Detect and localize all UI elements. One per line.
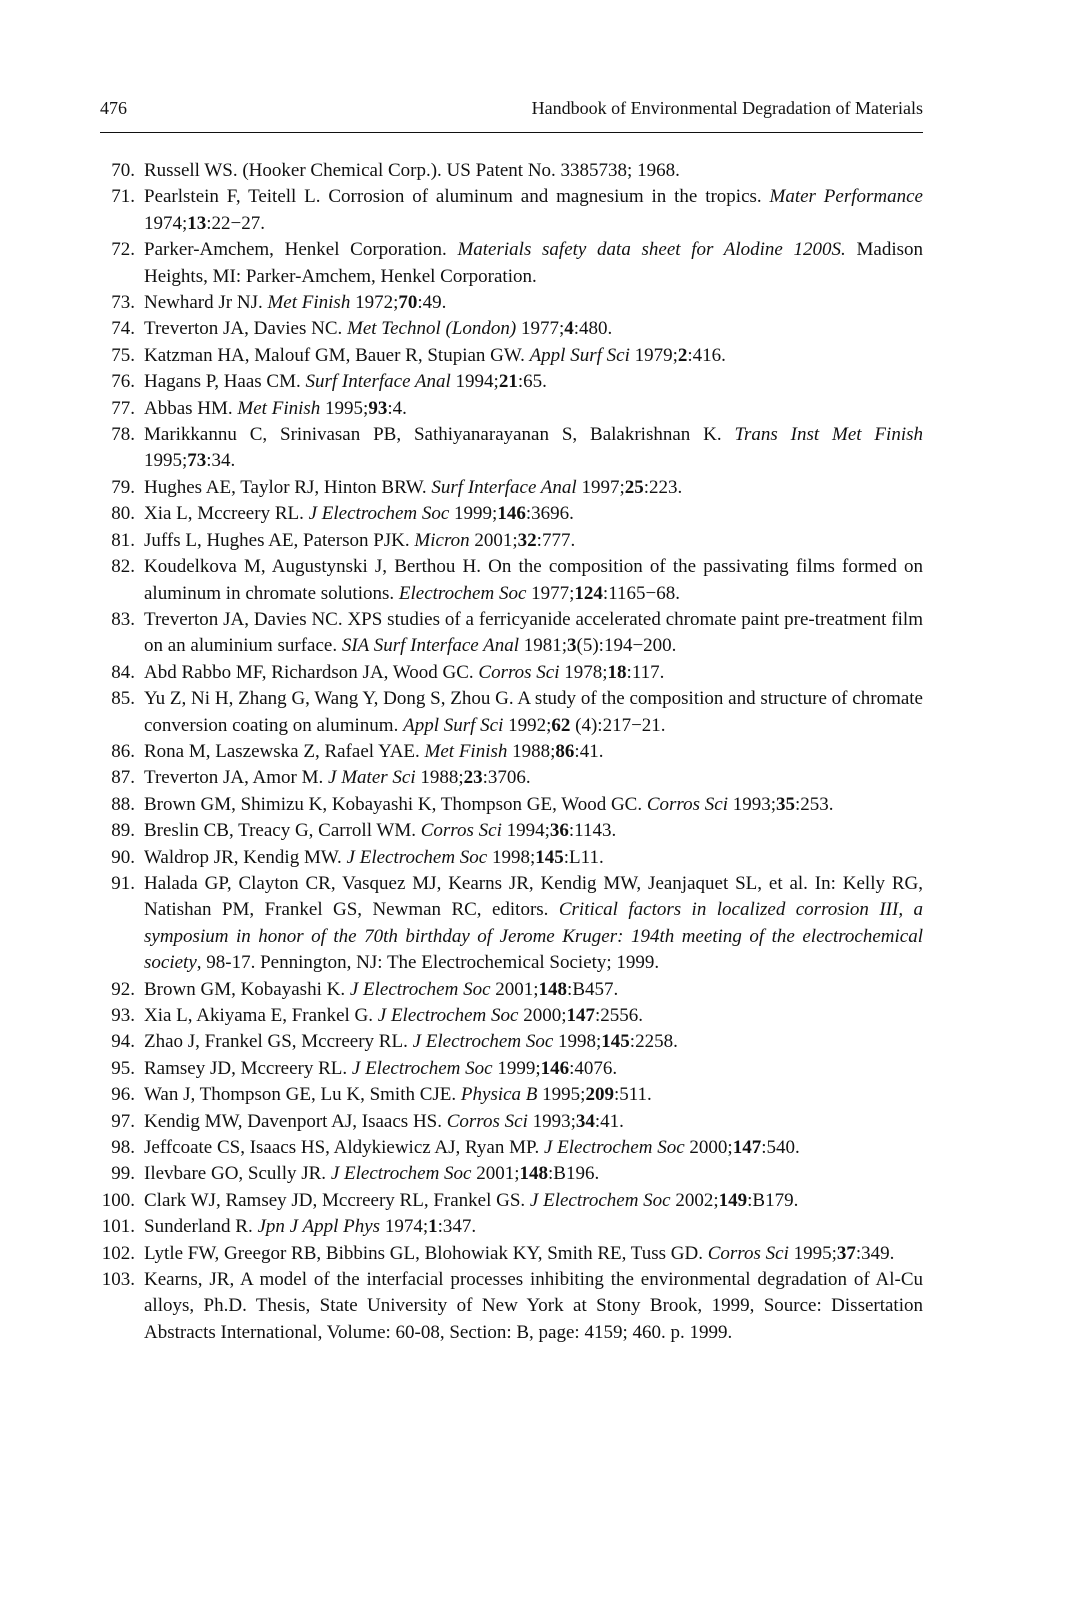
reference-text <box>144 845 923 871</box>
reference-source-italic: Micron <box>414 529 470 551</box>
reference-text-segment: Newhard Jr NJ. <box>144 292 268 314</box>
reference-number: 93. <box>111 1005 135 1026</box>
reference-text-segment: Kendig MW, Davenport AJ, Isaacs HS. <box>144 1110 447 1132</box>
reference-text <box>144 184 923 237</box>
reference-text-segment: Abbas HM. <box>144 397 238 419</box>
reference-number: 73. <box>111 292 135 314</box>
reference-text <box>144 237 923 290</box>
reference-source-italic: J Mater Sci <box>328 767 416 789</box>
reference-number: 87. <box>111 767 135 789</box>
reference-item <box>100 422 923 475</box>
reference-text <box>144 1082 923 1108</box>
reference-number: 100. <box>101 1189 135 1211</box>
reference-volume-bold: 13 <box>187 212 207 234</box>
reference-text-segment: Clark WJ, Ramsey JD, Mccreery RL, Frankel GS. <box>144 1189 530 1211</box>
reference-text-segment: Brown GM, Shimizu K, Kobayashi K, Thompson GE, Wood GC. <box>144 793 647 815</box>
reference-text <box>144 475 923 501</box>
reference-text-segment: 1977; <box>516 318 565 340</box>
reference-text-segment: , 98-17. Pennington, NJ: The Electrochemical Society; 1999. <box>196 952 660 974</box>
reference-item <box>100 475 923 501</box>
reference-text <box>144 1241 923 1267</box>
reference-text <box>144 739 923 765</box>
reference-source-italic: Surf Interface Anal <box>431 476 577 498</box>
reference-text-segment: 2001; <box>471 1163 520 1185</box>
reference-text-segment: 1981; <box>519 635 568 657</box>
reference-text-segment: Breslin CB, Treacy G, Carroll WM. <box>144 820 421 842</box>
reference-text-segment: :L11. <box>563 846 604 868</box>
reference-text <box>144 686 923 739</box>
reference-volume-bold: 93 <box>368 397 388 419</box>
reference-source-italic: J Electrochem Soc <box>412 1031 554 1053</box>
reference-volume-bold: 32 <box>517 529 537 551</box>
reference-volume-bold: 146 <box>540 1057 570 1079</box>
reference-item <box>100 765 923 791</box>
reference-item <box>100 1082 923 1108</box>
reference-text-segment: Yu Z, Ni H, Zhang G, Wang Y, Dong S, Zhou G. A study of the composition and structure of chromate conversion coating on aluminum. <box>144 688 923 736</box>
reference-text-segment: Ramsey JD, Mccreery RL. <box>144 1057 352 1079</box>
reference-source-italic: J Electrochem Soc <box>346 846 488 868</box>
reference-volume-bold: 2 <box>677 344 688 366</box>
reference-volume-bold: 1 <box>428 1216 438 1238</box>
reference-text <box>144 501 923 527</box>
reference-text-segment: :B457. <box>567 978 619 1000</box>
reference-volume-bold: 149 <box>718 1189 748 1211</box>
reference-number: 86. <box>111 740 135 762</box>
reference-text-segment: 1972; <box>350 292 399 314</box>
reference-source-italic: Electrochem Soc <box>398 582 527 604</box>
reference-text-segment: 1994; <box>501 820 550 842</box>
reference-text-segment: Juffs L, Hughes AE, Paterson PJK. <box>144 529 415 551</box>
reference-item <box>100 607 923 660</box>
reference-text-segment: :4076. <box>569 1057 618 1079</box>
reference-item <box>100 845 923 871</box>
reference-number: 81. <box>111 529 135 551</box>
reference-source-italic: J Electrochem Soc <box>349 978 491 1000</box>
reference-text <box>144 818 923 844</box>
reference-source-italic: J Electrochem Soc <box>543 1137 685 1159</box>
reference-text-segment: :1143. <box>568 820 617 842</box>
reference-text-segment: Zhao J, Frankel GS, Mccreery RL. <box>144 1031 413 1053</box>
reference-text-segment: :347. <box>437 1216 477 1238</box>
reference-source-italic: J Electrochem Soc <box>529 1189 671 1211</box>
reference-text-segment: Katzman HA, Malouf GM, Bauer R, Stupian GW. <box>144 344 530 366</box>
reference-text-segment: 1977; <box>526 582 575 604</box>
reference-item <box>100 1029 923 1055</box>
reference-text-segment: 2002; <box>670 1189 719 1211</box>
reference-text <box>144 792 923 818</box>
reference-text <box>144 343 923 369</box>
reference-item <box>100 1188 923 1214</box>
reference-text-segment: :223. <box>643 476 683 498</box>
reference-number: 78. <box>111 424 135 446</box>
reference-source-italic: Critical factors in localized corrosion III, a symposium in honor of the 70th birthday of Jerome Kruger: 194th meeting of the electrochemical society <box>144 899 923 974</box>
reference-text-segment: :4. <box>387 397 407 419</box>
reference-text-segment: Wan J, Thompson GE, Lu K, Smith CJE. <box>144 1084 461 1106</box>
reference-item <box>100 1109 923 1135</box>
reference-item <box>100 1003 923 1029</box>
reference-volume-bold: 73 <box>187 450 207 472</box>
reference-number: 71. <box>111 186 135 208</box>
reference-item <box>100 1161 923 1187</box>
reference-text <box>144 1214 923 1240</box>
reference-text <box>144 158 923 184</box>
reference-number: 85. <box>111 688 135 710</box>
reference-number: 89. <box>111 820 135 842</box>
reference-text <box>144 316 923 342</box>
reference-text-segment: 1995; <box>788 1242 837 1264</box>
reference-item <box>100 343 923 369</box>
reference-volume-bold: 148 <box>538 978 568 1000</box>
reference-source-italic: Corros Sci <box>478 661 560 683</box>
reference-text-segment: 1988; <box>507 740 556 762</box>
reference-source-italic: Met Finish <box>267 292 351 314</box>
reference-text <box>144 765 923 791</box>
reference-item <box>100 1241 923 1267</box>
reference-item <box>100 396 923 422</box>
reference-volume-bold: 18 <box>607 661 627 683</box>
reference-text <box>144 1267 923 1346</box>
reference-item <box>100 1056 923 1082</box>
reference-text-segment: :49. <box>417 292 447 314</box>
reference-text-segment: Hagans P, Haas CM. <box>144 371 306 393</box>
reference-number: 83. <box>111 608 135 630</box>
reference-item <box>100 686 923 739</box>
reference-source-italic: Met Finish <box>424 740 508 762</box>
reference-item <box>100 1267 923 1346</box>
reference-volume-bold: 147 <box>732 1137 762 1159</box>
reference-text-segment: Waldrop JR, Kendig MW. <box>144 846 347 868</box>
reference-item <box>100 369 923 395</box>
reference-text <box>144 660 923 686</box>
reference-text-segment: Kearns, JR, A model of the interfacial processes inhibiting the environmental degradation of Al-Cu alloys, Ph.D. Thesis, State University of New York at Stony Brook, 1999, Source: Dissertation Abstracts International, Volume: 60-08, Section: B, page: 4159; 460. p. 1999. <box>144 1269 923 1343</box>
reference-number: 72. <box>111 239 135 261</box>
reference-volume-bold: 36 <box>549 820 569 842</box>
reference-source-italic: Trans Inst Met Finish <box>734 424 923 446</box>
reference-text-segment: 1998; <box>487 846 536 868</box>
reference-text-segment: 1995; <box>144 450 188 472</box>
reference-text-segment: Treverton JA, Davies NC. <box>144 318 348 340</box>
reference-number: 88. <box>111 793 135 815</box>
reference-item <box>100 818 923 844</box>
reference-text-segment: Russell WS. (Hooker Chemical Corp.). US Patent No. 3385738; 1968. <box>144 160 680 181</box>
reference-number: 95. <box>111 1057 135 1079</box>
reference-source-italic: J Electrochem Soc <box>351 1057 493 1079</box>
reference-item <box>100 237 923 290</box>
reference-item <box>100 158 923 184</box>
reference-text-segment: 2001; <box>469 529 518 551</box>
reference-number: 97. <box>111 1110 135 1132</box>
reference-text-segment: Abd Rabbo MF, Richardson JA, Wood GC. <box>144 661 479 683</box>
reference-text-segment: :34. <box>206 450 236 472</box>
reference-text-segment: 1978; <box>559 661 608 683</box>
reference-text-segment: Marikkannu C, Srinivasan PB, Sathiyanarayanan S, Balakrishnan K. <box>144 424 735 446</box>
running-title: Handbook of Environmental Degradation of Materials <box>531 98 923 118</box>
reference-source-italic: Physica B <box>460 1084 538 1106</box>
reference-number: 70. <box>111 160 135 181</box>
reference-text-segment: :B179. <box>747 1189 799 1211</box>
reference-text-segment: 1997; <box>576 476 625 498</box>
reference-text-segment: 1998; <box>553 1031 602 1053</box>
reference-item <box>100 871 923 977</box>
reference-text-segment: :777. <box>536 529 576 551</box>
reference-volume-bold: 34 <box>575 1110 595 1132</box>
reference-text-segment: 1995; <box>537 1084 586 1106</box>
reference-text-segment: :253. <box>795 793 834 815</box>
reference-volume-bold: 25 <box>624 476 644 498</box>
reference-text-segment: 1974; <box>144 212 188 234</box>
reference-source-italic: Jpn J Appl Phys <box>257 1216 381 1238</box>
reference-text-segment: 1994; <box>450 371 499 393</box>
reference-number: 103. <box>101 1269 135 1291</box>
reference-text-segment: Madison Heights, MI: Parker-Amchem, Henkel Corporation. <box>144 239 924 287</box>
reference-number: 82. <box>111 556 135 578</box>
reference-volume-bold: 4 <box>564 318 574 340</box>
reference-text-segment: :349. <box>855 1242 895 1264</box>
reference-number: 90. <box>111 846 135 868</box>
reference-text-segment: 1995; <box>320 397 369 419</box>
reference-text-segment: 1988; <box>415 767 464 789</box>
reference-number: 94. <box>111 1031 135 1053</box>
reference-text-segment: :3696. <box>525 503 574 525</box>
reference-number: 91. <box>111 872 135 894</box>
reference-volume-bold: 35 <box>776 793 796 815</box>
reference-text <box>144 1056 923 1082</box>
reference-text <box>144 290 923 316</box>
reference-number: 80. <box>111 503 135 525</box>
reference-source-italic: Corros Sci <box>446 1110 528 1132</box>
reference-text-segment: Brown GM, Kobayashi K. <box>144 978 350 1000</box>
reference-number: 75. <box>111 344 135 366</box>
reference-text-segment: Treverton JA, Amor M. <box>144 767 329 789</box>
reference-number: 74. <box>111 318 135 340</box>
reference-volume-bold: 209 <box>585 1084 614 1106</box>
reference-text-segment: :41. <box>574 740 604 762</box>
reference-source-italic: Met Finish <box>237 397 321 419</box>
reference-text-segment: 1979; <box>629 344 678 366</box>
reference-source-italic: Appl Surf Sci <box>403 714 504 736</box>
reference-volume-bold: 148 <box>519 1163 549 1185</box>
reference-number: 92. <box>111 978 135 1000</box>
reference-list <box>100 158 923 1346</box>
reference-text-segment: :480. <box>573 318 613 340</box>
reference-source-italic: J Electrochem Soc <box>330 1163 472 1185</box>
reference-text-segment: 1992; <box>503 714 552 736</box>
reference-item <box>100 1214 923 1240</box>
reference-text-segment: :3706. <box>482 767 531 789</box>
reference-volume-bold: 147 <box>566 1005 595 1026</box>
reference-text-segment: Parker-Amchem, Henkel Corporation. <box>144 239 458 261</box>
reference-source-italic: Materials safety data sheet for Alodine 1200S. <box>457 239 846 261</box>
reference-text-segment: Lytle FW, Greegor RB, Bibbins GL, Blohowiak KY, Smith RE, Tuss GD. <box>144 1242 708 1264</box>
reference-text-segment: Pearlstein F, Teitell L. Corrosion of aluminum and magnesium in the tropics. <box>144 186 770 208</box>
reference-text <box>144 369 923 395</box>
reference-text-segment: :2258. <box>629 1031 678 1053</box>
reference-number: 96. <box>111 1084 135 1106</box>
reference-volume-bold: 146 <box>497 503 526 525</box>
reference-item <box>100 739 923 765</box>
reference-number: 76. <box>111 371 135 393</box>
reference-text <box>144 1135 923 1161</box>
page-header <box>100 98 923 133</box>
reference-text <box>144 396 923 422</box>
page-number: 476 <box>100 98 127 118</box>
reference-volume-bold: 70 <box>398 292 418 314</box>
reference-text-segment: Halada GP, Clayton CR, Vasquez MJ, Kearns JR, Kendig MW, Jeanjaquet SL, et al. In: Kelly RG, Natishan PM, Frankel GS, Newman RC, editors. <box>144 872 923 921</box>
reference-item <box>100 528 923 554</box>
reference-text <box>144 871 923 977</box>
reference-number: 102. <box>101 1242 135 1264</box>
reference-text-segment: :540. <box>761 1137 800 1159</box>
reference-item <box>100 792 923 818</box>
reference-text-segment: Treverton JA, Davies NC. XPS studies of a ferricyanide accelerated chromate paint pre-treatment film on an aluminium surface. <box>144 608 923 657</box>
reference-text-segment: :511. <box>613 1084 652 1106</box>
reference-volume-bold: 86 <box>555 740 575 762</box>
reference-item <box>100 316 923 342</box>
reference-text-segment: 1993; <box>527 1110 576 1132</box>
reference-source-italic: Met Technol (London) <box>347 318 517 340</box>
reference-item <box>100 660 923 686</box>
reference-text <box>144 528 923 554</box>
reference-text <box>144 1029 923 1055</box>
reference-source-italic: SIA Surf Interface Anal <box>341 635 519 657</box>
reference-item <box>100 290 923 316</box>
reference-text-segment: Koudelkova M, Augustynski J, Berthou H. On the composition of the passivating films formed on aluminum in chromate solutions. <box>144 556 923 604</box>
reference-number: 101. <box>101 1216 135 1238</box>
reference-text-segment: 1999; <box>449 503 498 525</box>
reference-volume-bold: 37 <box>836 1242 856 1264</box>
reference-text-segment: 1993; <box>727 793 777 815</box>
reference-text-segment: Ilevbare GO, Scully JR. <box>144 1163 331 1185</box>
reference-text <box>144 1109 923 1135</box>
reference-text-segment: :1165−68. <box>602 582 680 604</box>
reference-item <box>100 184 923 237</box>
reference-volume-bold: 124 <box>574 582 603 604</box>
reference-text-segment: 2001; <box>490 978 539 1000</box>
reference-text-segment: :2556. <box>594 1005 644 1026</box>
reference-volume-bold: 23 <box>463 767 483 789</box>
reference-source-italic: Mater Performance <box>769 186 923 208</box>
reference-text-segment: (4):217−21. <box>570 714 666 736</box>
reference-number: 84. <box>111 661 135 683</box>
reference-source-italic: Appl Surf Sci <box>529 344 630 366</box>
reference-text <box>144 607 923 660</box>
reference-source-italic: J Electrochem Soc <box>308 503 450 525</box>
reference-text-segment: Sunderland R. <box>144 1216 258 1238</box>
reference-number: 99. <box>111 1163 135 1185</box>
reference-text-segment: :41. <box>594 1110 624 1132</box>
reference-text-segment: Xia L, Mccreery RL. <box>144 503 309 525</box>
reference-text-segment: (5):194−200. <box>576 635 677 657</box>
reference-text <box>144 977 923 1003</box>
reference-source-italic: Corros Sci <box>707 1242 789 1264</box>
reference-text-segment: :22−27. <box>206 212 266 234</box>
reference-text <box>144 1161 923 1187</box>
reference-volume-bold: 145 <box>535 846 564 868</box>
reference-source-italic: J Electrochem Soc <box>377 1005 519 1026</box>
reference-text-segment: Rona M, Laszewska Z, Rafael YAE. <box>144 740 425 762</box>
reference-text-segment: 1974; <box>380 1216 429 1238</box>
reference-number: 98. <box>111 1137 135 1159</box>
reference-number: 79. <box>111 476 135 498</box>
reference-text <box>144 1188 923 1214</box>
reference-text-segment: Hughes AE, Taylor RJ, Hinton BRW. <box>144 476 432 498</box>
reference-text <box>144 1003 923 1029</box>
reference-volume-bold: 3 <box>567 635 577 657</box>
reference-text-segment: :B196. <box>548 1163 600 1185</box>
reference-volume-bold: 145 <box>601 1031 630 1053</box>
reference-text-segment: :416. <box>687 344 726 366</box>
reference-volume-bold: 62 <box>551 714 571 736</box>
reference-item <box>100 501 923 527</box>
reference-text-segment: 2000; <box>684 1137 733 1159</box>
reference-item <box>100 554 923 607</box>
reference-text-segment: :65. <box>517 371 547 393</box>
reference-source-italic: Corros Sci <box>646 793 728 815</box>
reference-source-italic: Corros Sci <box>420 820 502 842</box>
reference-volume-bold: 21 <box>498 371 518 393</box>
reference-source-italic: Surf Interface Anal <box>305 371 451 393</box>
reference-text <box>144 422 923 475</box>
reference-number: 77. <box>111 397 135 419</box>
reference-text <box>144 554 923 607</box>
reference-text-segment: 1999; <box>492 1057 541 1079</box>
reference-text-segment: 2000; <box>518 1005 567 1026</box>
reference-item <box>100 1135 923 1161</box>
reference-item <box>100 977 923 1003</box>
reference-text-segment: :117. <box>626 661 665 683</box>
reference-text-segment: Xia L, Akiyama E, Frankel G. <box>144 1005 378 1026</box>
reference-text-segment: Jeffcoate CS, Isaacs HS, Aldykiewicz AJ, Ryan MP. <box>144 1137 544 1159</box>
